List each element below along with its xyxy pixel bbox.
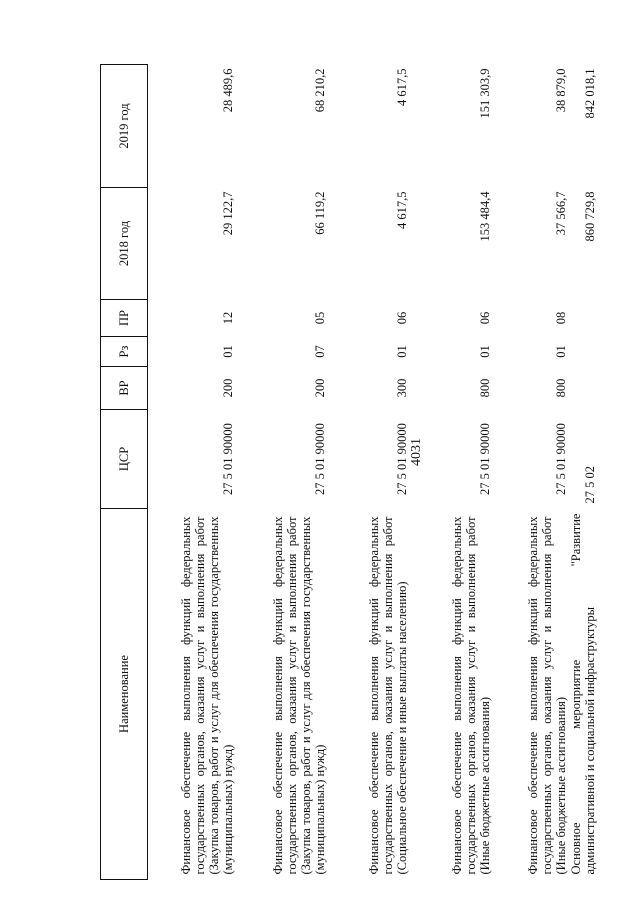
row-2018: 29 122,7 (221, 191, 236, 236)
row-name-word: "Развитие (568, 513, 583, 567)
table-row (493, 65, 569, 880)
row-vr: 300 (395, 378, 410, 398)
header-2019: 2019 год (101, 65, 148, 188)
header-pr: ПР (101, 300, 148, 337)
row-vr: 200 (221, 378, 236, 398)
header-csr: ЦСР (101, 410, 148, 509)
row-2019: 68 210,2 (313, 68, 328, 113)
row-csr: 27 5 01 90000 (478, 423, 493, 495)
row-name: Финансовое обеспечение выполнения функций федеральных государственных органов, оказания услуг и выполнения работ (Иные бюджетные ассигнования) (526, 516, 569, 875)
row-csr: 27 5 01 90000 (313, 423, 328, 495)
table-row (148, 65, 236, 880)
row-name: Финансовое обеспечение выполнения функций федеральных государственных органов, оказания услуг и выполнения работ (Закупка товаров, работ и услуг для обеспечения государственных (муниципальных) нужд) (271, 516, 328, 875)
row-name-word: мероприятие (568, 659, 583, 729)
row-2019: 28 489,6 (221, 68, 236, 113)
row-pr: 06 (395, 311, 410, 325)
row-rz: 01 (478, 345, 493, 358)
row-rz: 07 (313, 345, 328, 358)
row-2018: 37 566,7 (554, 191, 569, 236)
row-csr: 27 5 01 90000 (395, 423, 410, 495)
row-2019: 4 617,5 (395, 68, 410, 106)
row-vr: 800 (478, 378, 493, 398)
row-rz: 01 (554, 345, 569, 358)
row-2019: 151 303,9 (478, 68, 493, 119)
row-2018: 66 119,2 (313, 191, 328, 235)
row-csr: 27 5 01 90000 (221, 423, 236, 495)
budget-table (100, 64, 597, 880)
row-name: Финансовое обеспечение выполнения функций федеральных государственных органов, оказания услуг и выполнения работ (Иные бюджетные ассигнования) (450, 516, 493, 875)
row-pr (569, 300, 597, 337)
rotated-table-content (100, 65, 597, 880)
row-name: Финансовое обеспечение выполнения функций федеральных государственных органов, оказания услуг и выполнения работ (Социальное обеспечение и иные выплаты населению) (367, 516, 410, 875)
row-csr: 27 5 01 90000 (554, 423, 569, 495)
header-2018: 2018 год (101, 188, 148, 300)
header-vr: ВР (101, 367, 148, 410)
row-name (569, 509, 597, 880)
row-pr: 06 (478, 311, 493, 325)
row-2018: 860 729,8 (582, 191, 597, 242)
row-2018: 4 617,5 (395, 191, 410, 229)
table-header-row (101, 65, 148, 880)
row-pr: 05 (313, 311, 328, 325)
row-csr: 27 5 02 (582, 466, 597, 504)
row-rz: 01 (221, 345, 236, 358)
header-name: Наименование (101, 509, 148, 880)
row-name-word: Основное (568, 822, 583, 875)
row-name-first-line (569, 514, 583, 875)
table-row (410, 65, 493, 880)
row-2018: 153 484,4 (478, 191, 493, 242)
row-2019: 38 879,0 (554, 68, 569, 113)
row-vr: 800 (554, 378, 569, 398)
row-pr: 08 (554, 311, 569, 325)
row-2019: 842 018,1 (582, 68, 597, 119)
row-vr (569, 367, 597, 410)
row-name: Финансовое обеспечение выполнения функций федеральных государственных органов, оказания услуг и выполнения работ (Закупка товаров, работ и услуг для обеспечения государственных (муниципальных) нужд) (179, 516, 236, 875)
rotated-table-region (100, 65, 597, 880)
page-number: 4031 (409, 438, 424, 466)
table-row (236, 65, 328, 880)
row-vr: 200 (313, 378, 328, 398)
table-row (328, 65, 410, 880)
row-rz: 01 (395, 345, 410, 358)
header-rz: Рз (101, 337, 148, 367)
row-name-second-line: административной и социальной инфраструктуры (582, 606, 597, 875)
table-row (569, 65, 597, 880)
row-pr: 12 (221, 311, 236, 325)
row-rz (569, 337, 597, 367)
